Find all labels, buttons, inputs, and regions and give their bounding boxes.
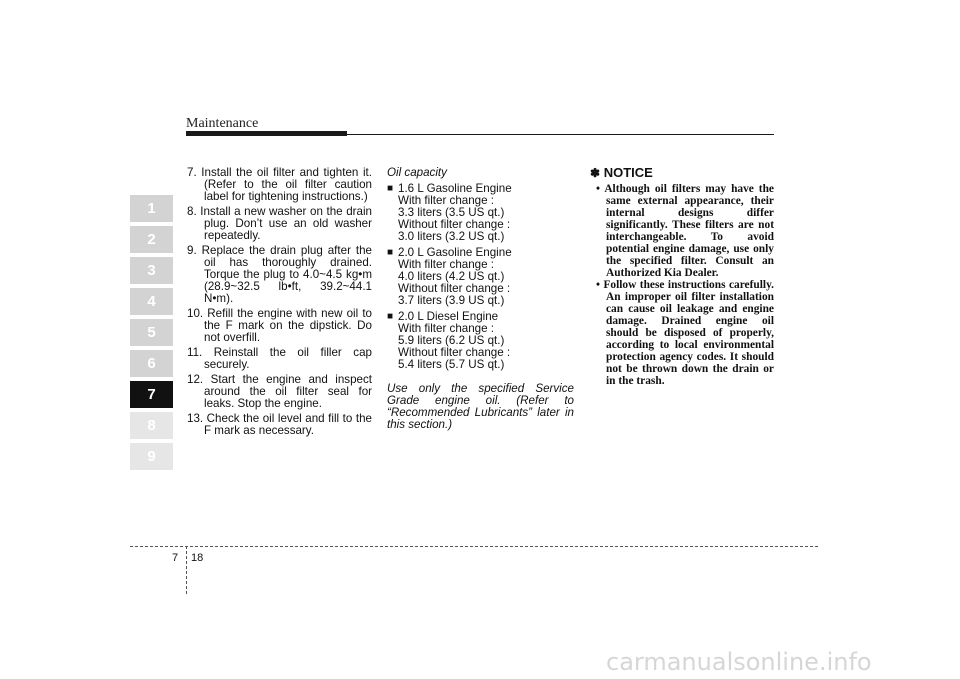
step-item: 10. Refill the engine with new oil to the F mark on the dipstick. Do not overfill. [187, 307, 372, 344]
footer-rule [130, 546, 818, 547]
engine-spec [387, 183, 574, 243]
notice-star-icon: ✽ [590, 166, 601, 180]
oil-grade-note: Use only the specified Service Grade engine oil. (Refer to “Recommended Lubricants” later in this section.) [387, 382, 574, 431]
chapter-tab-3[interactable]: 3 [130, 257, 173, 284]
square-bullet-icon: ■ [387, 311, 394, 322]
steps-column [187, 167, 372, 440]
engine-spec [387, 247, 574, 307]
page-chapter: 7 [172, 552, 179, 564]
without-filter-value: 5.4 liters (5.7 US qt.) [398, 358, 505, 371]
with-filter-value: 5.9 liters (6.2 US qt.) [398, 334, 505, 347]
step-item: 9. Replace the drain plug after the oil has thoroughly drained. Torque the plug to 4.0~4.5 kg•m (28.9~32.5 lb•ft, 39.2~44.1 N•m). [187, 244, 372, 305]
chapter-tab-7-active[interactable]: 7 [130, 381, 173, 408]
chapter-tabs [130, 195, 173, 474]
square-bullet-icon: ■ [387, 247, 394, 258]
notice-title: NOTICE [603, 165, 653, 180]
notice-heading [590, 167, 774, 179]
watermark: carmanualsonline.info [606, 648, 872, 676]
without-filter-label: Without filter change : [398, 282, 511, 295]
chapter-tab-9[interactable]: 9 [130, 443, 173, 470]
step-item: 8. Install a new washer on the drain plug. Don’t use an old washer repeatedly. [187, 205, 372, 242]
notice-item: • Although oil filters may have the same external appearance, their internal designs differ significantly. These filters are not interchangeable. To avoid potential engine damage, use only the specified filter. Consult an Authorized Kia Dealer. [596, 183, 774, 279]
engine-spec [387, 311, 574, 371]
section-title: Maintenance [186, 116, 259, 131]
oil-capacity-column [387, 167, 574, 431]
notice-item: • Follow these instructions carefully. An improper oil filter installation can cause oil leakage and engine damage. Drained engine oil should be disposed of properly, according to local environmental protection agency codes. It should not be thrown down the drain or in the trash. [596, 279, 774, 387]
oil-capacity-title: Oil capacity [387, 166, 447, 179]
step-item: 13. Check the oil level and fill to the F mark as necessary. [187, 412, 372, 437]
without-filter-value: 3.0 liters (3.2 US qt.) [398, 230, 505, 243]
without-filter-label: Without filter change : [398, 218, 511, 231]
without-filter-label: Without filter change : [398, 346, 511, 359]
chapter-tab-2[interactable]: 2 [130, 226, 173, 253]
chapter-tab-6[interactable]: 6 [130, 350, 173, 377]
engine-name: 2.0 L Gasoline Engine [398, 246, 512, 259]
header-rule-thin [347, 134, 774, 135]
square-bullet-icon: ■ [387, 183, 394, 194]
page-number: 18 [191, 552, 204, 564]
with-filter-value: 4.0 liters (4.2 US qt.) [398, 270, 505, 283]
step-item: 7. Install the oil filter and tighten it. (Refer to the oil filter caution label for tightening instructions.) [187, 166, 372, 203]
without-filter-value: 3.7 liters (3.9 US qt.) [398, 294, 505, 307]
with-filter-label: With filter change : [398, 258, 495, 271]
step-item: 12. Start the engine and inspect around the oil filter seal for leaks. Stop the engine. [187, 373, 372, 410]
footer-divider [186, 546, 187, 594]
step-item: 11. Reinstall the oil filler cap securely. [187, 346, 372, 371]
chapter-tab-4[interactable]: 4 [130, 288, 173, 315]
chapter-tab-8[interactable]: 8 [130, 412, 173, 439]
notice-column [590, 167, 774, 387]
chapter-tab-1[interactable]: 1 [130, 195, 173, 222]
with-filter-value: 3.3 liters (3.5 US qt.) [398, 206, 505, 219]
chapter-tab-5[interactable]: 5 [130, 319, 173, 346]
engine-name: 2.0 L Diesel Engine [398, 310, 499, 323]
with-filter-label: With filter change : [398, 322, 495, 335]
engine-name: 1.6 L Gasoline Engine [398, 182, 512, 195]
with-filter-label: With filter change : [398, 194, 495, 207]
header-rule-thick [186, 131, 347, 136]
